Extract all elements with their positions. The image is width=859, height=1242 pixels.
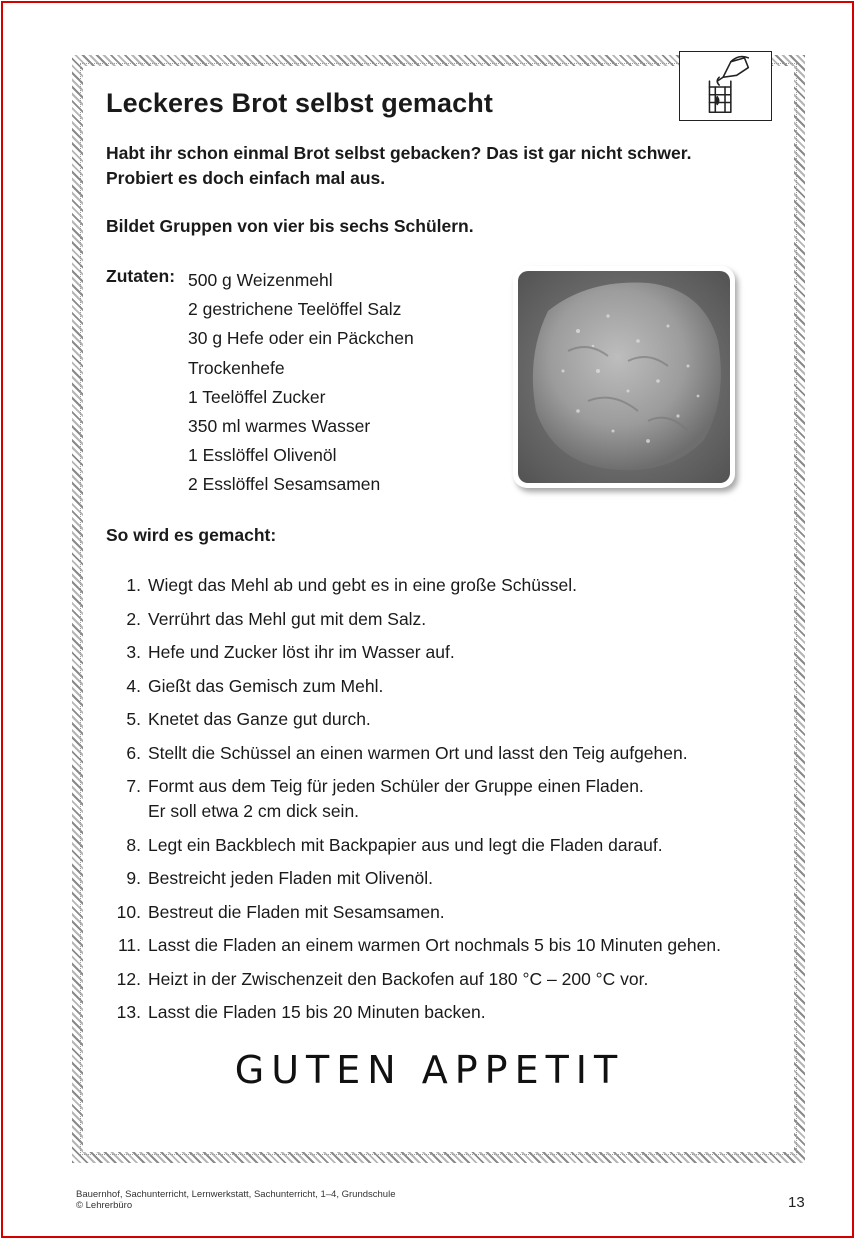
step-text <box>148 607 426 632</box>
ingredient-item: 2 Esslöffel Sesamsamen <box>188 474 381 495</box>
step-number: 5. <box>126 709 141 729</box>
step-text <box>148 967 648 992</box>
step-number: 9. <box>126 868 141 888</box>
group-instruction: Bildet Gruppen von vier bis sechs Schülern. <box>106 216 474 236</box>
ingredient-item: 2 gestrichene Teelöffel Salz <box>188 299 402 320</box>
ingredient-item: Trockenhefe <box>188 357 285 378</box>
ingredient-item: 350 ml warmes Wasser <box>188 416 371 437</box>
step-item <box>106 866 721 891</box>
step-line: Wiegt das Mehl ab und gebt es in eine große Schüssel. <box>148 575 577 595</box>
ingredients-list <box>188 266 414 500</box>
step-number: 13. <box>116 1002 141 1022</box>
closing-greeting: GUTEN APPETIT <box>234 1048 625 1092</box>
step-number: 8. <box>126 834 141 855</box>
flatbread-photo <box>513 266 735 488</box>
page-title: Leckeres Brot selbst gemacht <box>106 88 493 118</box>
instructions-heading: So wird es gemacht: <box>106 525 277 545</box>
step-item <box>106 1000 721 1025</box>
step-number: 1. <box>126 575 141 595</box>
step-item <box>106 707 721 732</box>
step-item <box>106 967 721 992</box>
step-number: 11. <box>117 935 141 955</box>
step-line: Bestreicht jeden Fladen mit Olivenöl. <box>148 868 433 888</box>
step-item <box>106 774 721 824</box>
step-number: 7. <box>126 776 141 796</box>
step-line: Stellt die Schüssel an einen warmen Ort und lasst den Teig aufgehen. <box>148 742 688 763</box>
step-text <box>148 900 445 925</box>
intro-line: Probiert es doch einfach mal aus. <box>106 168 386 188</box>
step-text <box>148 707 371 732</box>
intro-text <box>106 141 766 191</box>
step-line: Formt aus dem Teig für jeden Schüler der Gruppe einen Fladen. <box>148 776 644 796</box>
step-text <box>148 933 721 958</box>
ingredient-item: 500 g Weizenmehl <box>188 270 333 290</box>
step-item <box>106 933 721 958</box>
step-line: Lasst die Fladen an einem warmen Ort nochmals 5 bis 10 Minuten gehen. <box>148 935 721 955</box>
ingredients-label: Zutaten: <box>106 266 176 286</box>
step-line: Er soll etwa 2 cm dick sein. <box>148 801 360 821</box>
step-item <box>106 674 721 699</box>
step-text <box>148 573 577 598</box>
pouring-water-icon <box>679 51 772 121</box>
step-number: 3. <box>126 642 141 662</box>
step-item <box>106 741 721 766</box>
step-line: Bestreut die Fladen mit Sesamsamen. <box>148 901 445 922</box>
step-item <box>106 607 721 632</box>
step-number: 2. <box>126 608 141 629</box>
step-text <box>148 1000 486 1025</box>
step-line: Hefe und Zucker löst ihr im Wasser auf. <box>148 642 455 662</box>
step-line: Legt ein Backblech mit Backpapier aus und legt die Fladen darauf. <box>148 834 663 855</box>
step-item <box>106 640 721 665</box>
step-line: Verrührt das Mehl gut mit dem Salz. <box>148 608 427 629</box>
step-line: Knetet das Ganze gut durch. <box>148 709 371 729</box>
step-line: Heizt in der Zwischenzeit den Backofen auf 180 °C – 200 °C vor. <box>148 968 649 989</box>
step-number: 10. <box>116 901 141 922</box>
step-text <box>148 774 644 824</box>
intro-line: Habt ihr schon einmal Brot selbst gebacken? Das ist gar nicht schwer. <box>106 143 692 163</box>
step-text <box>148 866 433 891</box>
instruction-steps <box>106 573 721 1034</box>
ingredient-item: 1 Esslöffel Olivenöl <box>188 445 337 466</box>
step-line: Lasst die Fladen 15 bis 20 Minuten backen. <box>148 1002 486 1022</box>
step-text <box>148 741 688 766</box>
ingredient-item: 1 Teelöffel Zucker <box>188 386 326 407</box>
page-number: 13 <box>788 1194 805 1211</box>
footer-source <box>76 1189 395 1211</box>
step-number: 12. <box>116 968 141 989</box>
ingredient-item: 30 g Hefe oder ein Päckchen <box>188 328 414 349</box>
footer-source-line: Bauernhof, Sachunterricht, Lernwerkstatt, Sachunterricht, 1–4, Grundschule <box>76 1189 396 1200</box>
step-number: 4. <box>126 675 141 696</box>
step-item <box>106 833 721 858</box>
step-text <box>148 674 383 699</box>
step-text <box>148 640 455 665</box>
step-line: Gießt das Gemisch zum Mehl. <box>148 675 384 696</box>
footer-copyright: © Lehrerbüro <box>76 1200 133 1211</box>
step-item <box>106 900 721 925</box>
step-text <box>148 833 663 858</box>
step-item <box>106 573 721 598</box>
step-number: 6. <box>126 742 141 763</box>
